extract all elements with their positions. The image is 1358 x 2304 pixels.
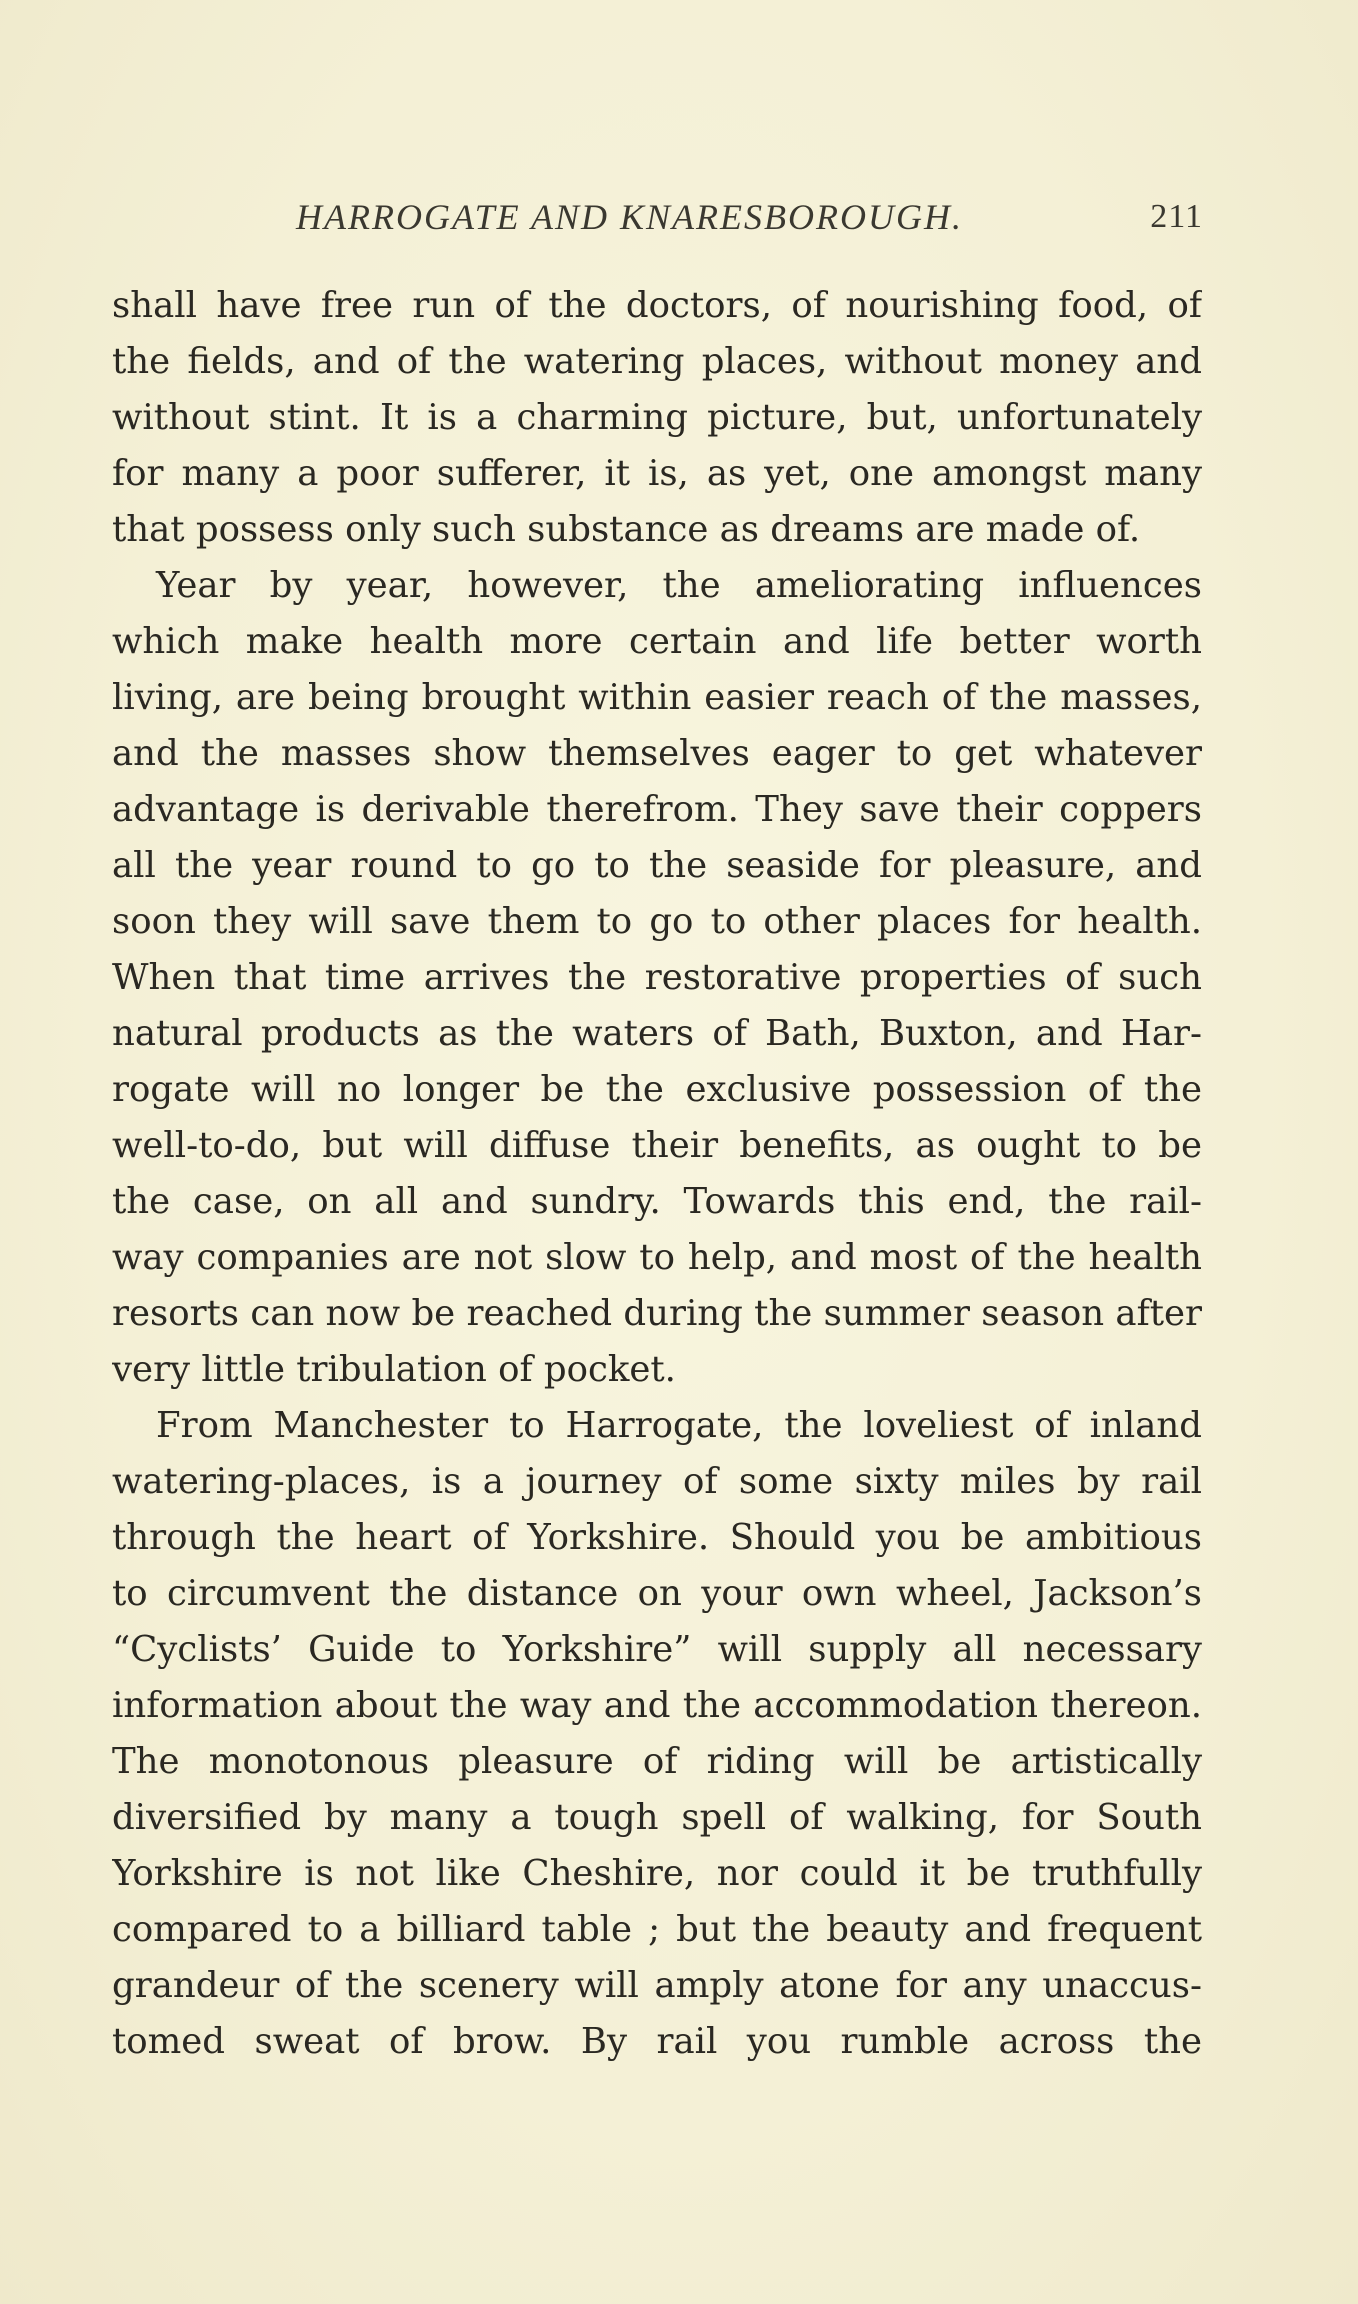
page-header (110, 196, 1203, 248)
text-line: through the heart of Yorkshire. Should you be ambitious (112, 1517, 1202, 1558)
text-line: tomed sweat of brow. By rail you rumble across the (112, 2021, 1202, 2062)
text-line: all the year round to go to the seaside for pleasure, and (112, 845, 1202, 886)
text-line: natural products as the waters of Bath, Buxton, and Har- (112, 1013, 1202, 1054)
body-text (112, 278, 1202, 2070)
text-line: which make health more certain and life better worth (112, 621, 1202, 662)
text-line: very little tribulation of pocket. (112, 1349, 676, 1390)
text-line: information about the way and the accommodation thereon. (112, 1685, 1202, 1726)
text-line: When that time arrives the restorative properties of such (112, 957, 1202, 998)
text-line: the fields, and of the watering places, without money and (112, 341, 1202, 382)
text-line: that possess only such substance as dreams are made of. (112, 509, 1141, 550)
text-line: and the masses show themselves eager to get whatever (112, 733, 1202, 774)
text-line: soon they will save them to go to other places for health. (112, 901, 1202, 942)
text-line: without stint. It is a charming picture, but, unfortunately (112, 397, 1202, 438)
text-line: shall have free run of the doctors, of nourishing food, of (112, 285, 1202, 326)
text-line: From Manchester to Harrogate, the loveliest of inland (156, 1405, 1202, 1446)
text-line: the case, on all and sundry. Towards this end, the rail- (112, 1181, 1202, 1222)
text-line: watering-places, is a journey of some sixty miles by rail (112, 1461, 1202, 1502)
text-line: for many a poor sufferer, it is, as yet, one amongst many (112, 453, 1202, 494)
text-line: Yorkshire is not like Cheshire, nor could it be truthfully (112, 1853, 1202, 1894)
text-line: to circumvent the distance on your own wheel, Jackson’s (112, 1573, 1202, 1614)
running-head: HARROGATE AND KNARESBOROUGH. (296, 197, 963, 237)
text-line: Year by year, however, the ameliorating influences (156, 565, 1202, 606)
text-line: “Cyclists’ Guide to Yorkshire” will supply all necessary (112, 1629, 1202, 1670)
text-line: advantage is derivable therefrom. They save their coppers (112, 789, 1202, 830)
text-line: well-to-do, but will diffuse their benefits, as ought to be (112, 1125, 1202, 1166)
text-line: rogate will no longer be the exclusive possession of the (112, 1069, 1202, 1110)
text-line: way companies are not slow to help, and most of the health (112, 1237, 1202, 1278)
text-line: living, are being brought within easier reach of the masses, (112, 677, 1202, 718)
text-line: The monotonous pleasure of riding will be artistically (112, 1741, 1202, 1782)
text-line: grandeur of the scenery will amply atone for any unaccus- (112, 1965, 1202, 2006)
text-line: diversified by many a tough spell of walking, for South (112, 1797, 1202, 1838)
page-number: 211 (1150, 198, 1203, 235)
text-line: resorts can now be reached during the summer season after (112, 1293, 1202, 1334)
text-line: compared to a billiard table ; but the beauty and frequent (112, 1909, 1202, 1950)
